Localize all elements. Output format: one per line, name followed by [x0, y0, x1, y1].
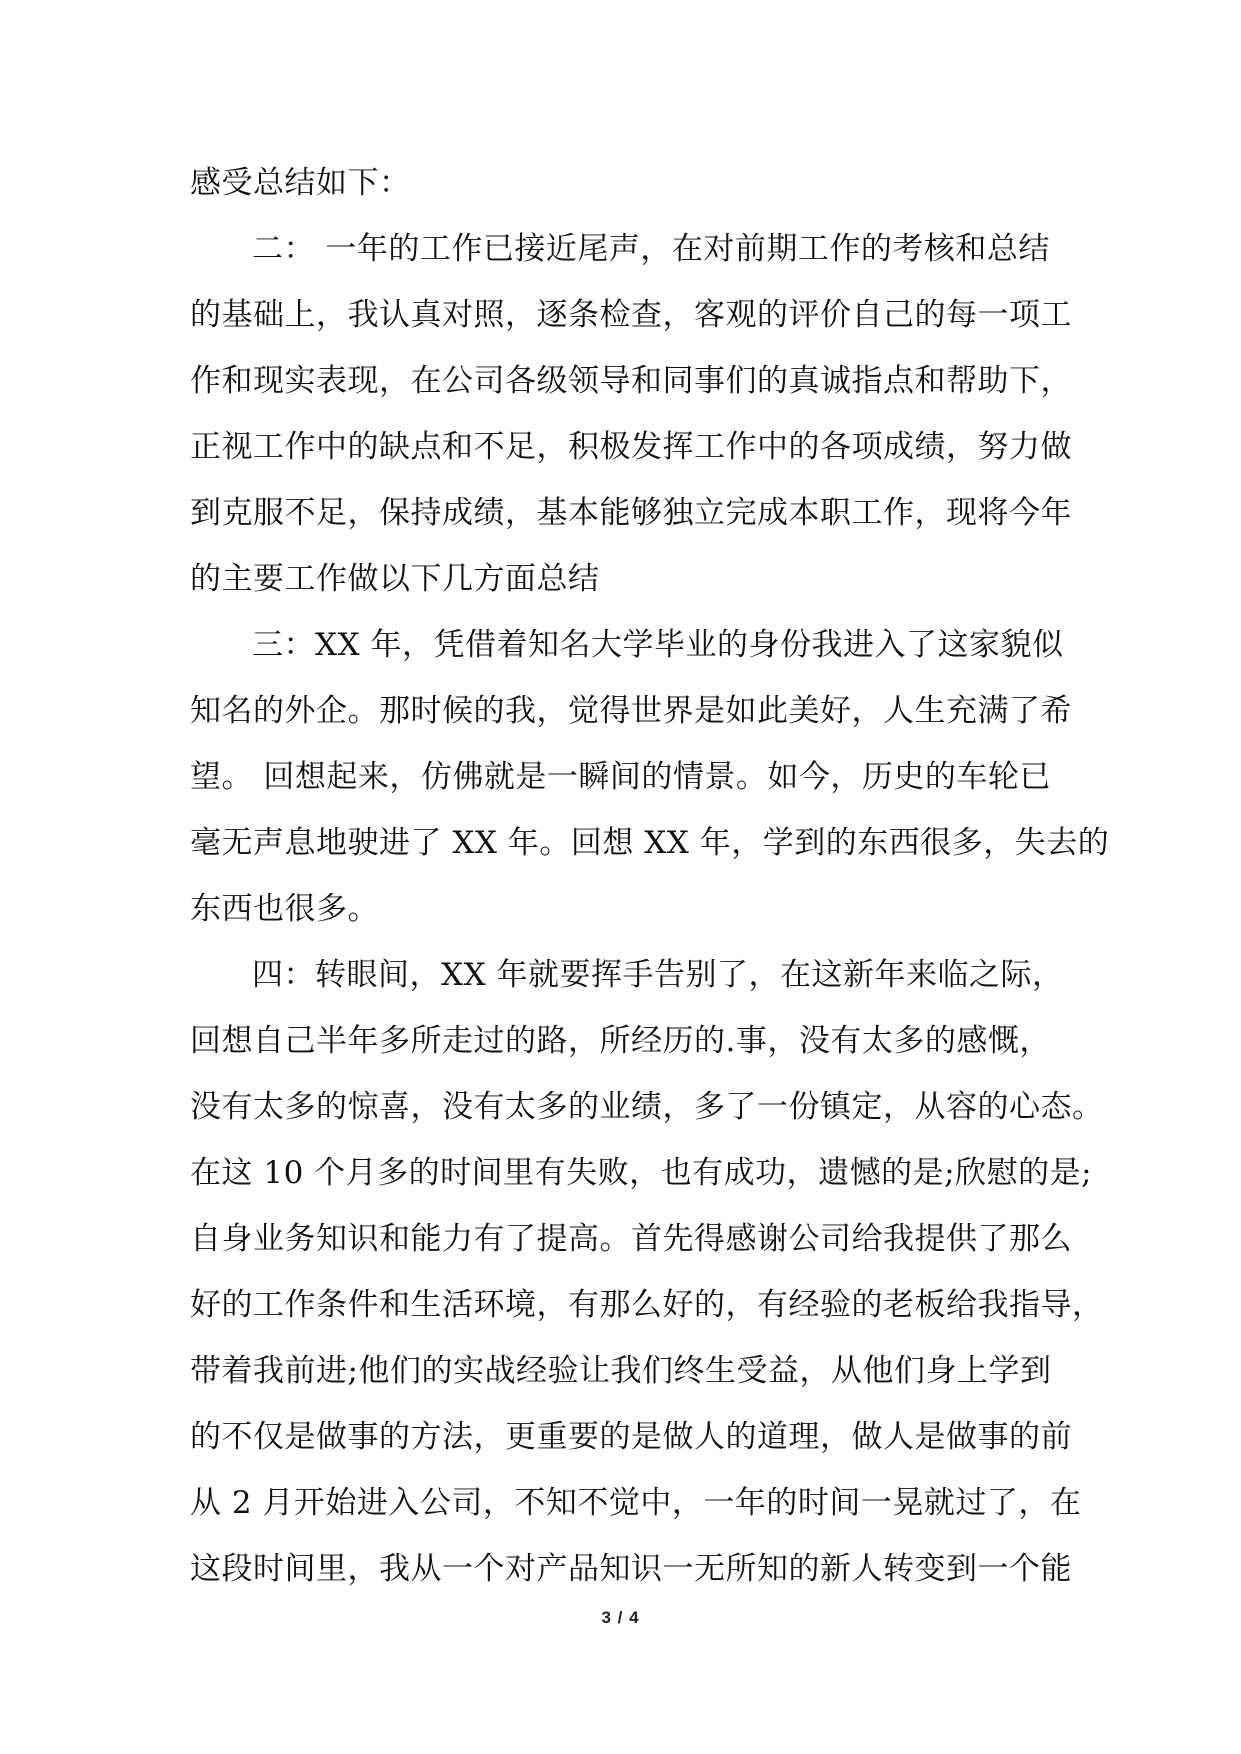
text-line: 到克服不足，保持成绩，基本能够独立完成本职工作，现将今年 [190, 495, 1072, 531]
text-line: 从 2 月开始进入公司，不知不觉中，一年的时间一晃就过了，在 [190, 1485, 1082, 1521]
text-line: 带着我前进;他们的实战经验让我们终生受益，从他们身上学到 [190, 1353, 1052, 1389]
text-line: 自身业务知识和能力有了提高。首先得感谢公司给我提供了那么 [190, 1221, 1072, 1257]
text-line: 作和现实表现，在公司各级领导和同事们的真诚指点和帮助下， [190, 363, 1072, 399]
text-line: 的基础上，我认真对照，逐条检查，客观的评价自己的每一项工 [190, 297, 1072, 333]
paragraph-three-start: 三：XX 年，凭借着知名大学毕业的身份我进入了这家貌似 [252, 627, 1064, 663]
text-line: 回想自己半年多所走过的路，所经历的.事，没有太多的感慨， [190, 1023, 1051, 1059]
paragraph-two-start: 二： 一年的工作已接近尾声，在对前期工作的考核和总结 [252, 231, 1050, 267]
text-line: 东西也很多。 [190, 891, 379, 927]
text-line: 感受总结如下： [190, 165, 411, 201]
text-line: 这段时间里，我从一个对产品知识一无所知的新人转变到一个能 [190, 1551, 1072, 1587]
text-line: 在这 10 个月多的时间里有失败，也有成功，遗憾的是;欣慰的是; [190, 1155, 1093, 1191]
text-line: 的不仅是做事的方法，更重要的是做人的道理，做人是做事的前 [190, 1419, 1072, 1455]
paragraph-four-start: 四：转眼间，XX 年就要挥手告别了，在这新年来临之际， [252, 957, 1064, 993]
text-line: 毫无声息地驶进了 XX 年。回想 XX 年，学到的东西很多，失去的 [190, 825, 1110, 861]
text-line: 没有太多的惊喜，没有太多的业绩，多了一份镇定，从容的心态。 [190, 1089, 1104, 1125]
text-line: 好的工作条件和生活环境，有那么好的，有经验的老板给我指导， [190, 1287, 1104, 1323]
text-line: 望。 回想起来，仿佛就是一瞬间的情景。如今，历史的车轮已 [190, 759, 1051, 795]
text-line: 的主要工作做以下几方面总结 [190, 561, 600, 597]
text-line: 知名的外企。那时候的我，觉得世界是如此美好，人生充满了希 [190, 693, 1072, 729]
document-body [190, 150, 1110, 1602]
text-line: 正视工作中的缺点和不足，积极发挥工作中的各项成绩，努力做 [190, 429, 1072, 465]
page-number: 3 / 4 [601, 1608, 640, 1627]
